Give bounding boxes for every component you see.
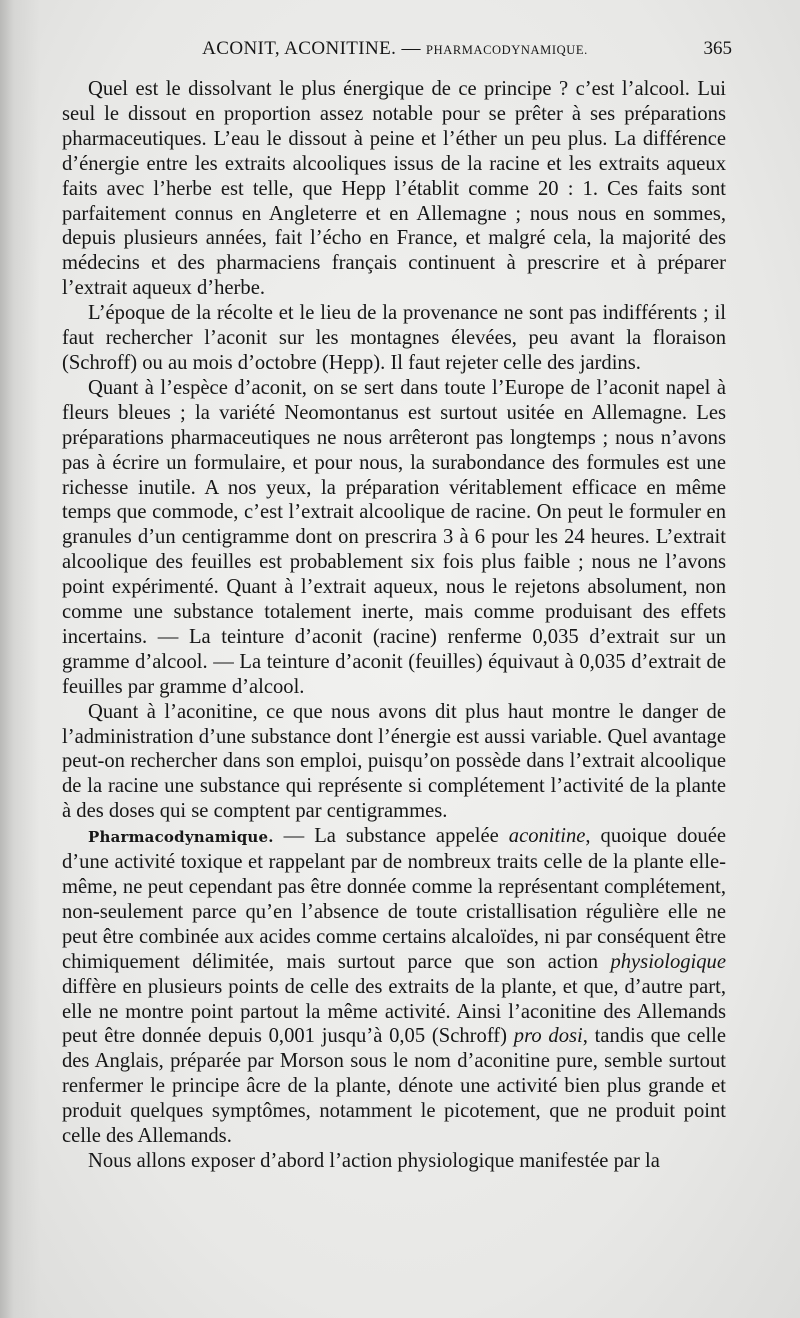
- paragraph-6: Nous allons exposer d’abord l’action physiologique manifestée par la: [88, 1149, 660, 1172]
- paragraph-1: Quel est le dissolvant le plus énergique de ce principe ? c’est l’alcool. Lui seul le dissout en proportion assez notable pour se prêter à ses préparations pharmaceutiques. L’eau le dissout à peine et l’éther un peu plus. La différence d’énergie entre les extraits alcooliques issus de la racine et les extraits aqueux faits avec l’herbe est telle, que Hepp l’établit comme 20 : 1. Ces faits sont parfaitement connus en Angleterre et en Allemagne ; nous nous en sommes, depuis plusieurs années, fait l’écho en France, et malgré cela, la majorité des médecins et des pharmaciens français continuent à prescrire et à préparer l’extrait aqueux d’herbe.: [62, 78, 726, 300]
- running-title-section: PHARMACODYNAMIQUE.: [426, 43, 588, 57]
- binding-shadow: [0, 0, 40, 1318]
- paragraph-5-part-c: diffère en plusieurs points de celle des extraits de la plante, et que, d’autre part, elle ne montre point partout la même activité. Ainsi l’aconitine des Allemands peut être donnée depuis 0,001 jusqu’à 0,05 (Schroff): [62, 975, 726, 1048]
- italic-term-pro-dosi: pro dosi: [513, 1025, 583, 1048]
- italic-term-aconitine: aconitine: [508, 825, 586, 848]
- paragraph-5: [62, 824, 726, 1149]
- running-header: [62, 38, 732, 68]
- paragraph-4: Quant à l’aconitine, ce que nous avons dit plus haut montre le danger de l’administration d’une substance dont l’énergie est aussi variable. Quel avantage peut-on rechercher dans son emploi, puisqu’on possède dans l’extrait alcoolique de la racine une substance qui représente si complétement l’activité de la plante à des doses qui se comptent par centigrammes.: [62, 700, 726, 823]
- body-text: [62, 77, 726, 1174]
- paragraph-5-part-d: , tandis que celle des Anglais, préparée par Morson sous le nom d’aconitine pure, semble surtout renfermer le principe âcre de la plante, dénote une activité bien plus grande et produit quelques symptômes, notamment le picotement, que ne produit point celle des Allemands.: [62, 1025, 726, 1148]
- section-heading: Pharmacodynamique.: [88, 828, 274, 847]
- running-title: [62, 38, 728, 60]
- italic-term-physiologique: physiologique: [610, 950, 726, 973]
- paragraph-5-part-a: — La substance appelée: [273, 825, 509, 848]
- paragraph-2: L’époque de la récolte et le lieu de la provenance ne sont pas indifférents ; il faut rechercher l’aconit sur les montagnes élevées, peu avant la floraison (Schroff) ou au mois d’octobre (Hepp). Il faut rejeter celle des jardins.: [62, 302, 726, 374]
- page-number: 365: [703, 38, 732, 59]
- running-title-separator: —: [396, 38, 427, 59]
- paragraph-5-part-b: , quoique douée d’une activité toxique et rappelant par de nombreux traits celle de la plante elle-même, ne peut cependant pas être donnée comme la représentant complétement, non-seulement parce qu’en l’absence de toute cristallisation régulière elle ne peut être combinée aux acides comme certains alcaloïdes, ni par conséquent être chimiquement délimitée, mais surtout parce que son action: [62, 825, 726, 973]
- running-title-main: ACONIT, ACONITINE.: [202, 38, 397, 59]
- paragraph-3: Quant à l’espèce d’aconit, on se sert dans toute l’Europe de l’aconit napel à fleurs bleues ; la variété Neomontanus est surtout usitée en Allemagne. Les préparations pharmaceutiques ne nous arrêteront pas longtemps ; nous n’avons pas à écrire un formulaire, et pour nous, la surabondance des formules est une richesse inutile. A nos yeux, la préparation véritablement efficace en même temps que commode, c’est l’extrait alcoolique de racine. On peut le formuler en granules d’un centigramme dont on prescrira 3 à 6 pour les 24 heures. L’extrait alcoolique des feuilles est probablement six fois plus faible ; nous ne l’avons point expérimenté. Quant à l’extrait aqueux, nous le rejetons absolument, non comme une substance totalement inerte, mais comme produisant des effets incertains. — La teinture d’aconit (racine) renferme 0,035 d’extrait sur un gramme d’alcool. — La teinture d’aconit (feuilles) équivaut à 0,035 d’extrait de feuilles par gramme d’alcool.: [62, 376, 726, 698]
